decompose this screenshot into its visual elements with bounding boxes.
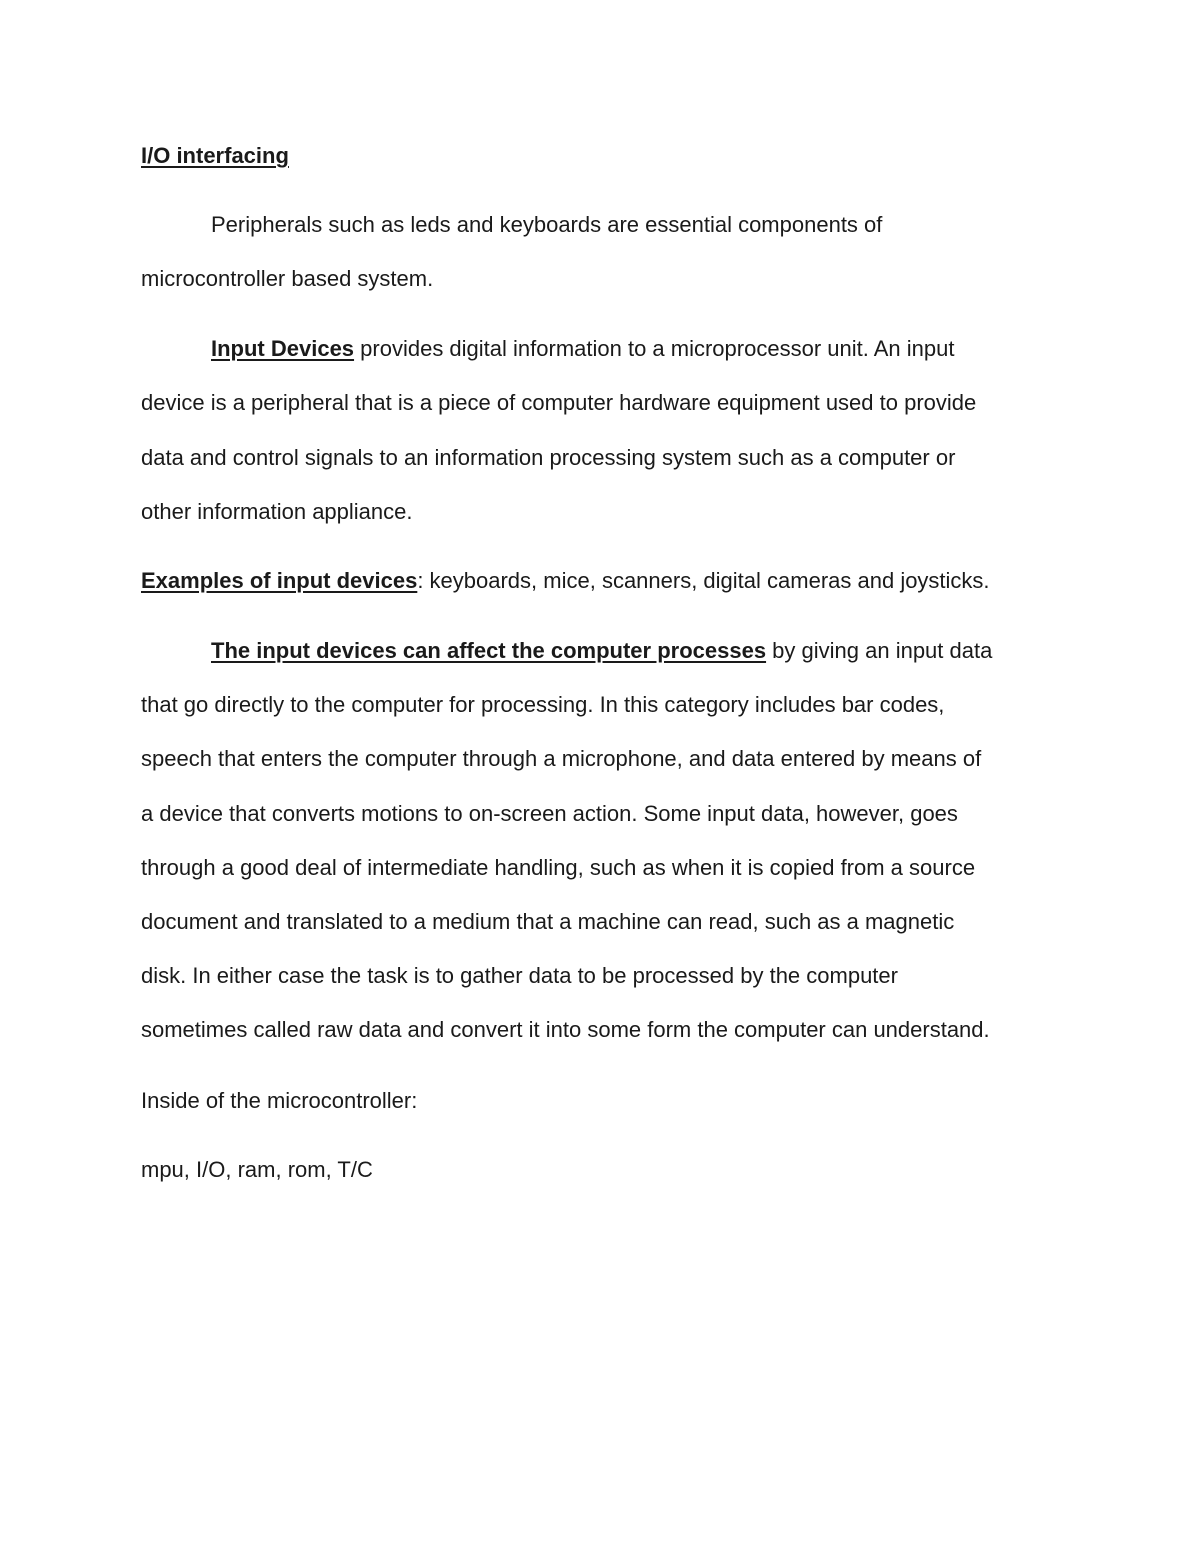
para4-line2: that go directly to the computer for processing. In this category includes bar codes, — [141, 692, 945, 717]
para2-line2: device is a peripheral that is a piece of computer hardware equipment used to provide — [141, 390, 977, 415]
para4-line1 — [211, 637, 992, 665]
para5: Inside of the microcontroller: — [141, 1088, 418, 1113]
para4-line7: disk. In either case the task is to gather data to be processed by the computer — [141, 963, 898, 988]
para2-line4: other information appliance. — [141, 499, 413, 524]
para4-line5: through a good deal of intermediate handling, such as when it is copied from a source — [141, 855, 976, 880]
affect-processes-term: The input devices can affect the computer processes — [211, 638, 767, 663]
para1-line2: microcontroller based system. — [141, 266, 434, 291]
para4-line8: sometimes called raw data and convert it into some form the computer can understand. — [141, 1017, 990, 1042]
examples-term: Examples of input devices — [141, 568, 418, 593]
para3-line1 — [141, 567, 990, 595]
para4-line1-rest: by giving an input data — [766, 638, 993, 663]
para4-line6: document and translated to a medium that a machine can read, such as a magnetic — [141, 909, 955, 934]
para2-line3: data and control signals to an information processing system such as a computer or — [141, 445, 956, 470]
document-title: I/O interfacing — [141, 143, 289, 168]
input-devices-term: Input Devices — [211, 336, 355, 361]
para4-line4: a device that converts motions to on-screen action. Some input data, however, goes — [141, 801, 958, 826]
para3-rest: : keyboards, mice, scanners, digital cameras and joysticks. — [417, 568, 990, 593]
para2-line1-rest: provides digital information to a microprocessor unit. An input — [354, 336, 955, 361]
para2-line1 — [211, 335, 954, 363]
para1-line1: Peripherals such as leds and keyboards are essential components of — [211, 212, 883, 237]
para6: mpu, I/O, ram, rom, T/C — [141, 1157, 373, 1182]
para4-line3: speech that enters the computer through a microphone, and data entered by means of — [141, 746, 982, 771]
